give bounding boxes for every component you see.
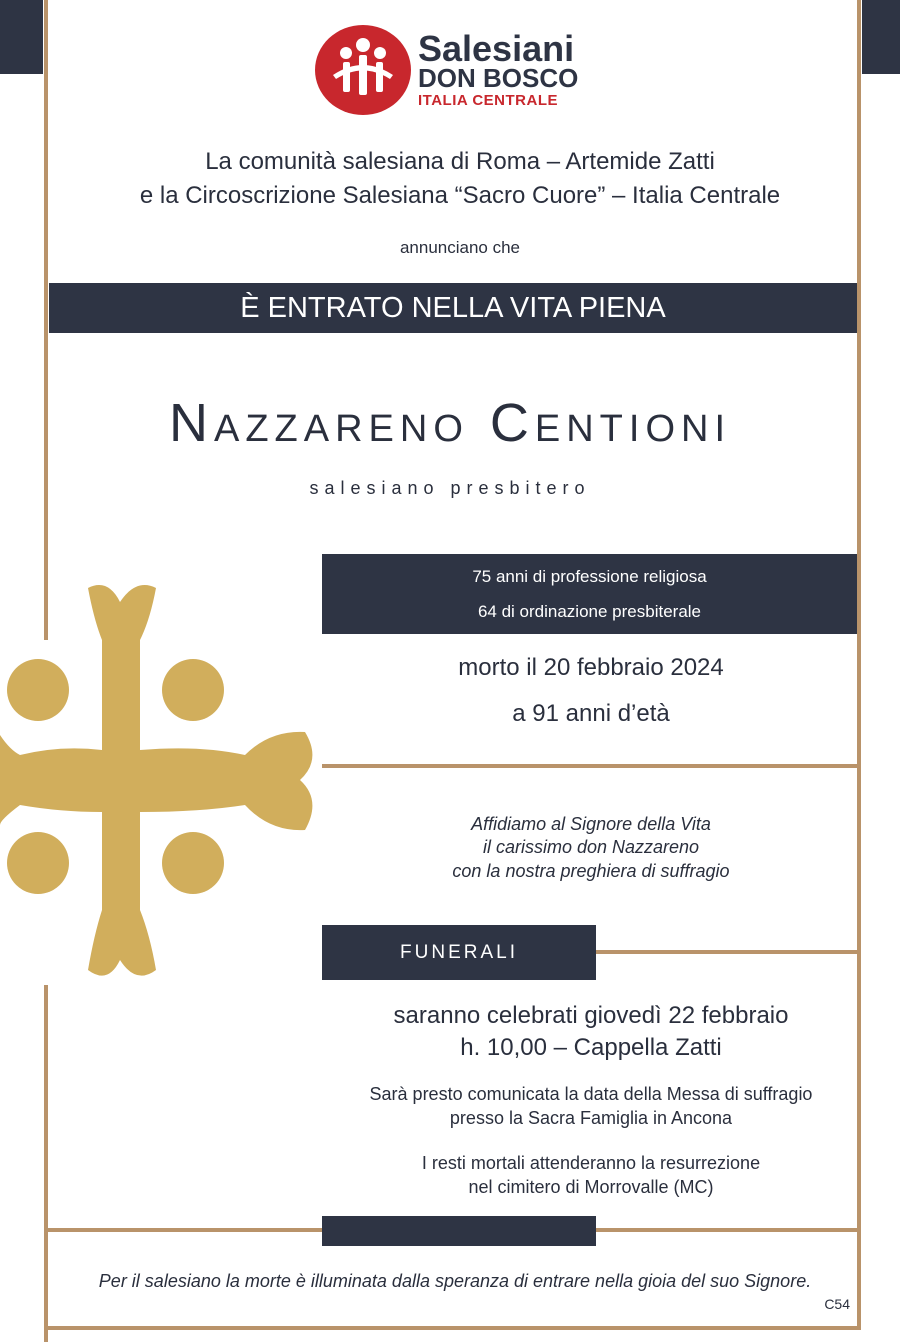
frame-bottom xyxy=(44,1326,861,1330)
mass-note-1: Sarà presto comunicata la data della Messa di suffragio xyxy=(369,1084,813,1104)
cross-icon xyxy=(0,580,330,990)
years-line-2: 64 di ordinazione presbiterale xyxy=(477,602,702,621)
prayer-line-1: Affidiamo al Signore della Vita xyxy=(471,814,711,834)
funeral-time-place: h. 10,00 – Cappella Zatti xyxy=(460,1034,722,1061)
burial-note-2: nel cimitero di Morrovalle (MC) xyxy=(468,1177,714,1197)
funeral-label: FUNERALI xyxy=(322,925,596,980)
deceased-name: Nazzareno Centioni xyxy=(168,393,731,453)
mass-note-2: presso la Sacra Famiglia in Ancona xyxy=(449,1108,733,1128)
prayer-line-2: il carissimo don Nazzareno xyxy=(482,837,700,857)
divider-death xyxy=(322,764,859,768)
prayer-line-3: con la nostra preghiera di suffragio xyxy=(452,861,730,881)
deceased-role: salesiano presbitero xyxy=(309,478,591,498)
intro-line-2: e la Circoscrizione Salesiana “Sacro Cuore” – Italia Centrale xyxy=(139,182,781,209)
announce-text: annunciano che xyxy=(399,238,521,257)
burial-note-1: I resti mortali attenderanno la resurrezione xyxy=(421,1153,761,1173)
funeral-date: saranno celebrati giovedì 22 febbraio xyxy=(393,1002,789,1029)
logo-title: Salesiani xyxy=(418,28,575,69)
years-box xyxy=(322,554,857,634)
headline-banner: È ENTRATO NELLA VITA PIENA xyxy=(49,283,857,333)
divider-funerali xyxy=(596,950,859,954)
footer-bar xyxy=(322,1216,596,1246)
logo-people-icon xyxy=(315,25,411,115)
corner-bar-left xyxy=(0,0,43,74)
years-line-1: 75 anni di professione religiosa xyxy=(472,567,707,586)
logo-subtitle: DON BOSCO xyxy=(418,63,579,93)
logo-emblem xyxy=(315,25,411,115)
death-age: a 91 anni d’età xyxy=(512,700,670,727)
death-date: morto il 20 febbraio 2024 xyxy=(458,654,724,681)
corner-bar-right xyxy=(862,0,900,74)
document-code: C54 xyxy=(824,1296,850,1312)
intro-line-1: La comunità salesiana di Roma – Artemide Zatti xyxy=(205,148,715,175)
logo-region: ITALIA CENTRALE xyxy=(418,92,558,109)
footer-quote: Per il salesiano la morte è illuminata dalla speranza di entrare nella gioia del suo Signore. xyxy=(98,1271,812,1291)
frame-left-top xyxy=(44,0,48,640)
